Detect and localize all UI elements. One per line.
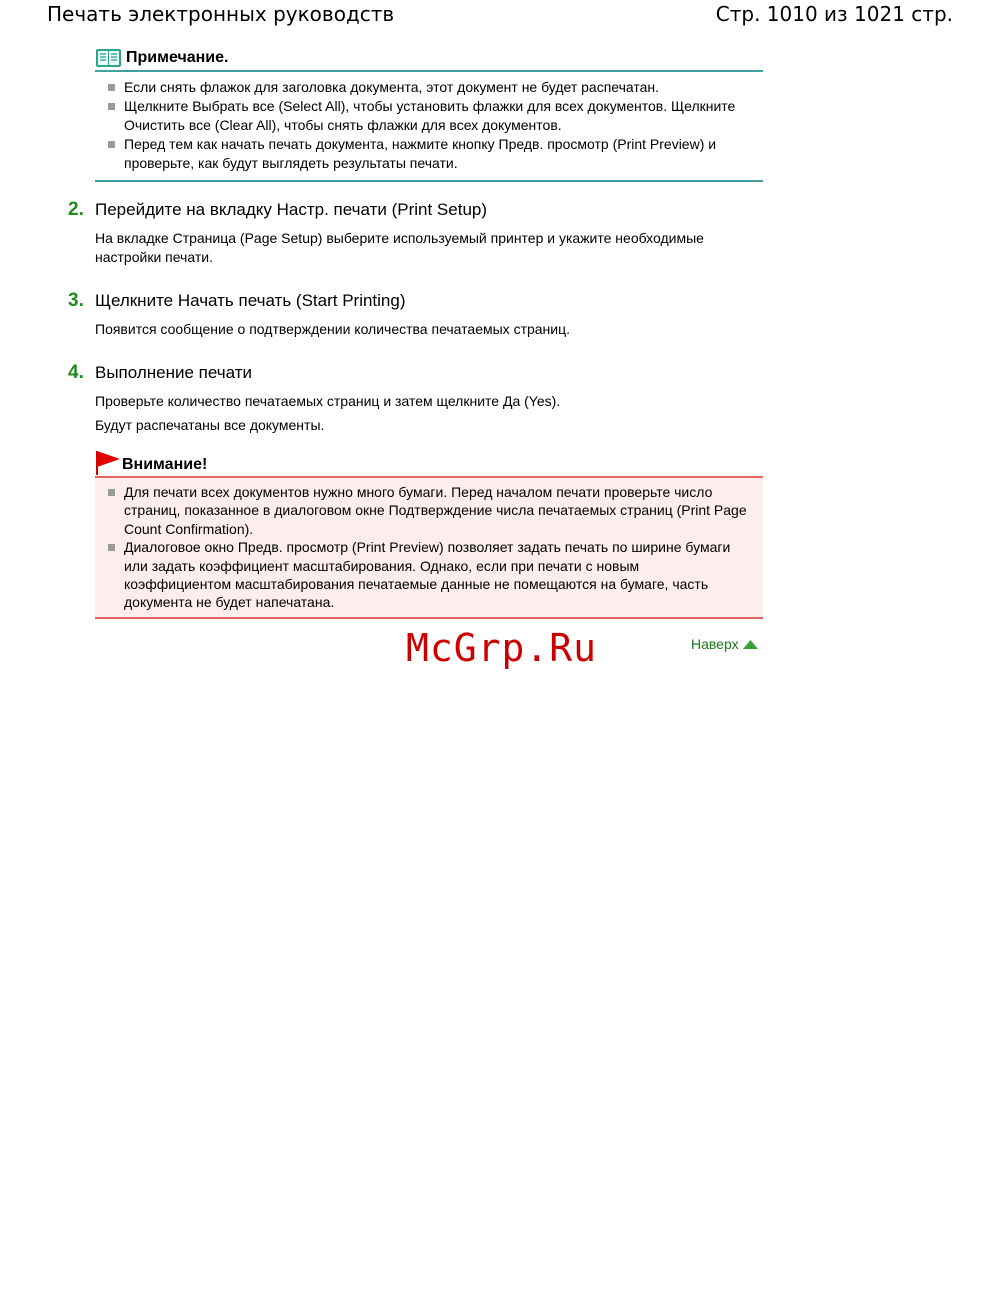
red-flag-icon (95, 450, 121, 476)
note-block (95, 46, 763, 182)
list-item: Диалоговое окно Предв. просмотр (Print Preview) позволяет задать печать по ширине бумаги или задать коэффициент масштабирования. Однако, если при печати с новым коэффициентом масштабирования печатаемые данные не помещаются на бумаге, часть документа не будет напечатана. (108, 538, 749, 612)
list-item: Для печати всех документов нужно много бумаги. Перед началом печати проверьте число страниц, показанное в диалоговом окне Подтверждение числа печатаемых страниц (Print Page Count Confirmation). (108, 483, 749, 538)
step-4 (68, 362, 768, 440)
step-description: Проверьте количество печатаемых страниц и затем щелкните Да (Yes). Будут распечатаны все документы. (95, 393, 561, 433)
caution-header (95, 448, 763, 476)
page-counter: Стр. 1010 из 1021 стр. (715, 2, 953, 26)
square-bullet-icon (108, 544, 115, 551)
note-bottom-rule (95, 180, 763, 182)
note-header (95, 46, 763, 70)
note-body (95, 72, 763, 180)
caution-list (108, 483, 749, 612)
step-number: 4. (68, 362, 84, 383)
step-description: На вкладке Страница (Page Setup) выберите используемый принтер и укажите необходимые настройки печати. (95, 230, 704, 265)
step-3 (68, 290, 768, 344)
step-2 (68, 199, 768, 272)
step-title: Выполнение печати (95, 363, 252, 382)
up-arrow-icon (742, 639, 759, 650)
watermark: McGrp.Ru (406, 626, 598, 670)
caution-title: Внимание! (122, 456, 208, 473)
square-bullet-icon (108, 84, 115, 91)
list-item: Щелкните Выбрать все (Select All), чтобы установить флажки для всех документов. Щелкните Очистить все (Clear All), чтобы снять флажки для всех документов. (108, 97, 763, 135)
square-bullet-icon (108, 141, 115, 148)
step-number: 3. (68, 290, 84, 311)
list-item: Перед тем как начать печать документа, нажмите кнопку Предв. просмотр (Print Preview) и проверьте, как будут выглядеть результаты печати. (108, 135, 763, 173)
step-description: Появится сообщение о подтверждении количества печатаемых страниц. (95, 321, 571, 337)
step-number: 2. (68, 199, 84, 220)
step-title: Перейдите на вкладку Настр. печати (Print Setup) (95, 200, 488, 219)
square-bullet-icon (108, 103, 115, 110)
caution-block (95, 448, 763, 619)
caution-body (95, 476, 763, 619)
back-to-top-label: Наверх (691, 636, 739, 652)
book-icon (95, 47, 122, 69)
step-title: Щелкните Начать печать (Start Printing) (95, 291, 406, 310)
note-list (108, 78, 763, 173)
note-title: Примечание. (126, 49, 229, 66)
document-title: Печать электронных руководств (47, 2, 395, 26)
list-item: Если снять флажок для заголовка документа, этот документ не будет распечатан. (108, 78, 763, 97)
back-to-top-link[interactable] (691, 636, 759, 652)
square-bullet-icon (108, 489, 115, 496)
